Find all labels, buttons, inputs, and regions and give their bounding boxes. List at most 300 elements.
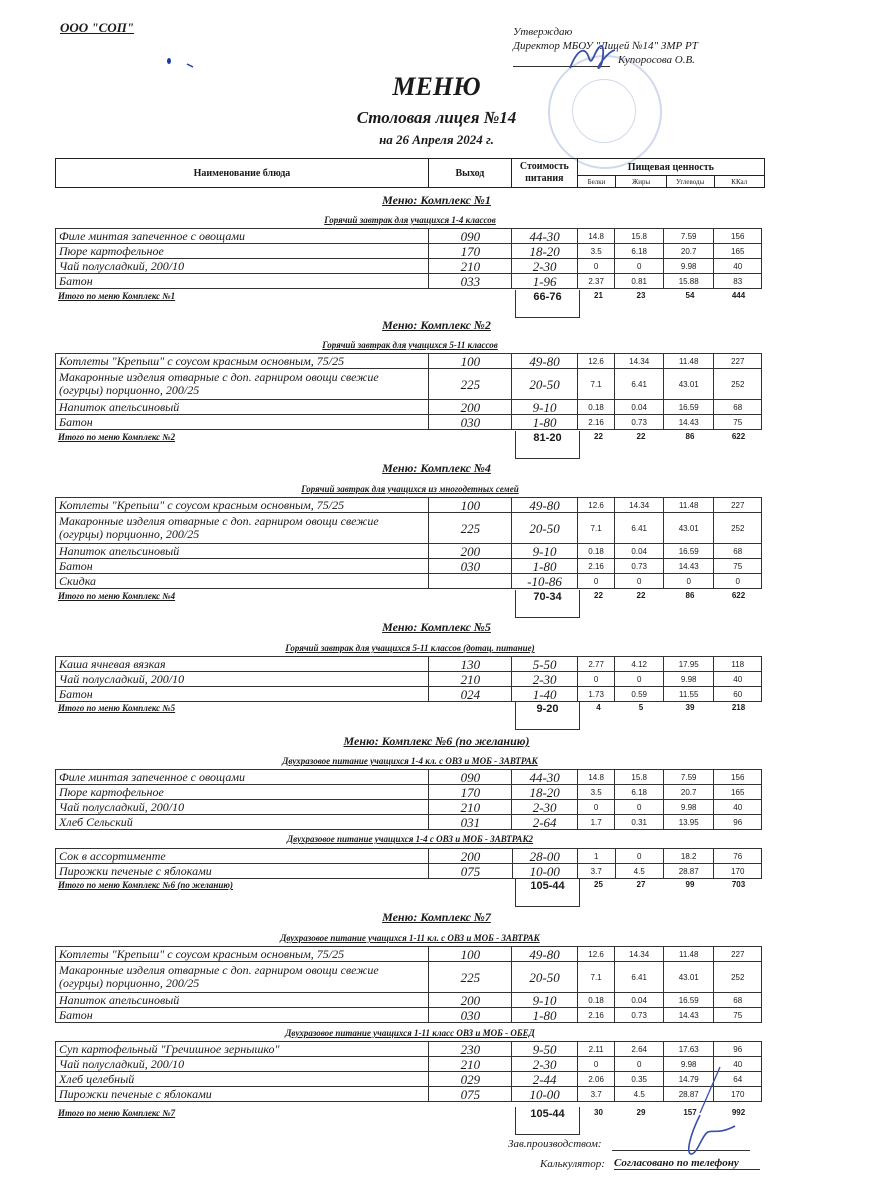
dish-fat: 0.73 <box>615 415 664 430</box>
dish-table <box>55 769 762 830</box>
dish-output: 024 <box>429 687 512 702</box>
dish-output: 031 <box>429 815 512 830</box>
dish-fat: 0.73 <box>615 559 664 574</box>
dish-name: Макаронные изделия отварные с доп. гарниром овощи свежие (огурцы) порционно, 200/25 <box>56 369 429 400</box>
dish-output: 090 <box>429 770 512 785</box>
dish-price: 20-50 <box>512 513 577 544</box>
dish-protein: 0 <box>577 672 615 687</box>
dish-carbs: 28.87 <box>663 1087 714 1102</box>
dish-name: Сок в ассортименте <box>56 849 429 864</box>
dish-kcal: 227 <box>714 947 762 962</box>
dish-name: Хлеб Сельский <box>56 815 429 830</box>
table-row <box>56 687 762 702</box>
dish-carbs: 0 <box>663 574 714 589</box>
dish-protein: 2.16 <box>577 559 615 574</box>
dish-price: 1-80 <box>512 1008 577 1023</box>
dish-protein: 0.18 <box>577 544 615 559</box>
dish-price: 1-80 <box>512 415 577 430</box>
dish-price: 49-80 <box>512 498 577 513</box>
total-label: Итого по меню Комплекс №2 <box>58 432 176 442</box>
dish-protein: 0 <box>577 574 615 589</box>
dish-price: 44-30 <box>512 770 577 785</box>
organization-name: ООО "СОП" <box>60 20 135 35</box>
dish-carbs: 43.01 <box>663 369 714 400</box>
col-name: Наименование блюда <box>56 159 429 188</box>
dish-kcal: 165 <box>714 244 762 259</box>
dish-kcal: 64 <box>714 1072 762 1087</box>
dish-output: 210 <box>429 1057 512 1072</box>
dish-price: 20-50 <box>512 962 577 993</box>
total-label: Итого по меню Комплекс №5 <box>58 703 176 713</box>
dish-carbs: 16.59 <box>663 400 714 415</box>
menu-date: на 26 Апреля 2024 г. <box>379 132 494 147</box>
dish-fat: 0 <box>615 1057 663 1072</box>
dish-protein: 0.18 <box>577 400 615 415</box>
dish-kcal: 96 <box>714 1042 762 1057</box>
dish-name: Батон <box>56 559 429 574</box>
dish-carbs: 9.98 <box>663 672 714 687</box>
dish-fat: 0.04 <box>615 993 664 1008</box>
pen-stroke-icon <box>695 1065 725 1115</box>
col-kcal: ККал <box>714 176 764 188</box>
dish-name: Пюре картофельное <box>56 244 429 259</box>
dish-output: 075 <box>429 1087 512 1102</box>
dish-output: 200 <box>429 849 512 864</box>
dish-kcal: 75 <box>714 559 762 574</box>
dish-carbs: 14.79 <box>663 1072 714 1087</box>
table-row <box>56 672 762 687</box>
dish-protein: 2.06 <box>577 1072 615 1087</box>
dish-output: 230 <box>429 1042 512 1057</box>
dish-table <box>55 848 762 879</box>
dish-protein: 7.1 <box>577 513 615 544</box>
table-row <box>56 785 762 800</box>
dish-fat: 2.64 <box>615 1042 663 1057</box>
table-row <box>56 244 762 259</box>
dish-kcal: 76 <box>714 849 762 864</box>
total-price: 9-20 <box>515 702 580 730</box>
dish-kcal: 75 <box>714 1008 762 1023</box>
dish-name: Пирожки печеные с яблоками <box>56 1087 429 1102</box>
dish-protein: 0 <box>577 1057 615 1072</box>
dish-output: 200 <box>429 993 512 1008</box>
dish-protein: 12.6 <box>577 354 615 369</box>
table-row <box>56 574 762 589</box>
dish-price: 9-10 <box>512 993 577 1008</box>
dish-output: 100 <box>429 354 512 369</box>
dish-name: Котлеты "Крепыш" с соусом красным основным, 75/25 <box>56 354 429 369</box>
dish-kcal: 170 <box>714 864 762 879</box>
dish-output: 030 <box>429 415 512 430</box>
dish-protein: 1.7 <box>577 815 615 830</box>
table-row <box>56 1072 762 1087</box>
total-price: 81-20 <box>515 431 580 459</box>
dish-protein: 12.6 <box>577 947 615 962</box>
total-fat: 5 <box>638 703 644 712</box>
dish-carbs: 43.01 <box>663 962 714 993</box>
column-header-table <box>55 158 765 188</box>
dish-name: Пирожки печеные с яблоками <box>56 864 429 879</box>
dish-protein: 2.11 <box>577 1042 615 1057</box>
dish-kcal: 60 <box>714 687 762 702</box>
dish-fat: 0.73 <box>615 1008 664 1023</box>
section-title: Меню: Комплекс №5 <box>382 620 491 634</box>
dish-fat: 6.18 <box>615 244 663 259</box>
dish-fat: 4.12 <box>615 657 664 672</box>
section-title: Меню: Комплекс №1 <box>382 193 491 207</box>
dish-fat: 0.81 <box>615 274 663 289</box>
dish-name: Батон <box>56 1008 429 1023</box>
dish-output: 210 <box>429 800 512 815</box>
dish-name: Филе минтая запеченное с овощами <box>56 229 429 244</box>
total-protein: 30 <box>594 1108 603 1117</box>
dish-kcal: 68 <box>714 400 762 415</box>
dish-fat: 14.34 <box>615 498 664 513</box>
calculator-value: Согласовано по телефону <box>614 1157 760 1170</box>
dish-kcal: 227 <box>714 354 762 369</box>
dish-fat: 15.8 <box>615 229 663 244</box>
table-row <box>56 400 762 415</box>
dish-output: 210 <box>429 259 512 274</box>
total-fat: 29 <box>636 1108 646 1117</box>
dish-protein: 7.1 <box>577 962 615 993</box>
dish-name: Котлеты "Крепыш" с соусом красным основным, 75/25 <box>56 498 429 513</box>
dish-kcal: 96 <box>714 815 762 830</box>
director-signature-icon <box>565 40 625 75</box>
total-fat: 27 <box>636 880 646 889</box>
group-subtitle: Горячий завтрак для учащихся 5-11 классов (дотац. питание) <box>285 643 535 653</box>
dish-output: 200 <box>429 400 512 415</box>
dish-carbs: 13.95 <box>663 815 714 830</box>
group-subtitle: Двухразовое питание учащихся 1-4 с ОВЗ и МОБ - ЗАВТРАК2 <box>286 834 534 844</box>
dish-name: Хлеб целебный <box>56 1072 429 1087</box>
dish-carbs: 20.7 <box>663 244 714 259</box>
dish-output: 100 <box>429 947 512 962</box>
table-row <box>56 229 762 244</box>
dish-fat: 0 <box>615 574 664 589</box>
dish-output: 225 <box>429 962 512 993</box>
total-carbs: 157 <box>683 1108 697 1117</box>
dish-carbs: 17.63 <box>663 1042 714 1057</box>
dish-fat: 14.34 <box>615 947 664 962</box>
table-row <box>56 1087 762 1102</box>
dish-price: 9-10 <box>512 400 577 415</box>
dish-name: Батон <box>56 687 429 702</box>
dish-output: 075 <box>429 864 512 879</box>
table-row <box>56 1042 762 1057</box>
dish-output: 029 <box>429 1072 512 1087</box>
dish-protein: 2.37 <box>577 274 615 289</box>
dish-price: 49-80 <box>512 947 577 962</box>
total-carbs: 54 <box>685 291 695 300</box>
dish-fat: 0 <box>615 800 663 815</box>
dish-kcal: 252 <box>714 369 762 400</box>
total-price: 105-44 <box>515 879 580 907</box>
dish-carbs: 20.7 <box>663 785 714 800</box>
dish-protein: 14.8 <box>577 770 615 785</box>
dish-output: 170 <box>429 785 512 800</box>
dish-carbs: 16.59 <box>663 544 714 559</box>
dish-protein: 3.7 <box>577 1087 615 1102</box>
dish-price: 5-50 <box>512 657 577 672</box>
dish-price: 2-30 <box>512 1057 577 1072</box>
dish-fat: 15.8 <box>615 770 663 785</box>
dish-carbs: 9.98 <box>663 1057 714 1072</box>
dish-name: Напиток апельсиновый <box>56 400 429 415</box>
dish-carbs: 9.98 <box>663 800 714 815</box>
dish-kcal: 75 <box>714 415 762 430</box>
dish-price: 18-20 <box>512 244 577 259</box>
col-price: Стоимость питания <box>511 159 577 188</box>
table-row <box>56 800 762 815</box>
dish-price: 9-10 <box>512 544 577 559</box>
col-output: Выход <box>428 159 511 188</box>
dish-output: 033 <box>429 274 512 289</box>
table-row <box>56 1057 762 1072</box>
dish-price: 2-30 <box>512 800 577 815</box>
section-title: Меню: Комплекс №2 <box>382 318 491 332</box>
dish-fat: 0.31 <box>615 815 663 830</box>
dish-protein: 3.5 <box>577 785 615 800</box>
dish-carbs: 43.01 <box>663 513 714 544</box>
group-subtitle: Горячий завтрак для учащихся из многодетных семей <box>301 484 519 494</box>
dish-kcal: 252 <box>714 513 762 544</box>
dish-carbs: 14.43 <box>663 559 714 574</box>
dish-kcal: 83 <box>714 274 762 289</box>
total-price: 70-34 <box>515 590 580 618</box>
group-subtitle: Горячий завтрак для учащихся 5-11 классов <box>322 340 498 350</box>
group-subtitle: Двухразовое питание учащихся 1-4 кл. с ОВЗ и МОБ - ЗАВТРАК <box>282 756 538 766</box>
dish-name: Суп картофельный "Гречишное зернышко" <box>56 1042 429 1057</box>
table-row <box>56 962 762 993</box>
table-row <box>56 498 762 513</box>
dish-name: Батон <box>56 415 429 430</box>
dish-table <box>55 353 762 430</box>
total-carbs: 39 <box>685 703 695 712</box>
calculator-label: Калькулятор: <box>540 1158 605 1170</box>
table-row <box>56 849 762 864</box>
dish-kcal: 40 <box>714 259 762 274</box>
dish-fat: 0.35 <box>615 1072 663 1087</box>
dish-fat: 4.5 <box>615 864 663 879</box>
dish-carbs: 11.48 <box>663 354 714 369</box>
group-subtitle: Двухразовое питание учащихся 1-11 кл. с ОВЗ и МОБ - ЗАВТРАК <box>280 933 540 943</box>
dish-price: 2-30 <box>512 672 577 687</box>
table-row <box>56 274 762 289</box>
table-row <box>56 259 762 274</box>
dish-protein: 0 <box>577 259 615 274</box>
total-label: Итого по меню Комплекс №6 (по желанию) <box>58 880 233 890</box>
dish-carbs: 11.48 <box>663 947 714 962</box>
dish-protein: 2.77 <box>577 657 615 672</box>
dish-protein: 1.73 <box>577 687 615 702</box>
ink-marks-icon <box>163 52 223 72</box>
table-row <box>56 993 762 1008</box>
dish-name: Пюре картофельное <box>56 785 429 800</box>
dish-fat: 0.04 <box>615 544 664 559</box>
total-protein: 22 <box>594 432 603 441</box>
section-title: Меню: Комплекс №6 (по желанию) <box>343 734 530 748</box>
production-manager-label: Зав.производством: <box>508 1138 602 1150</box>
dish-fat: 6.41 <box>615 962 664 993</box>
dish-output: 210 <box>429 672 512 687</box>
table-row <box>56 947 762 962</box>
dish-table <box>55 228 762 289</box>
total-kcal: 703 <box>731 880 746 889</box>
group-subtitle: Двухразовое питание учащихся 1-11 класс ОВЗ и МОБ - ОБЕД <box>285 1028 535 1038</box>
dish-protein: 0 <box>577 800 615 815</box>
document-title: МЕНЮ <box>392 72 481 101</box>
dish-price: 49-80 <box>512 354 577 369</box>
col-protein: Белки <box>577 176 616 188</box>
dish-fat: 4.5 <box>615 1087 663 1102</box>
dish-price: -10-86 <box>512 574 577 589</box>
table-row <box>56 559 762 574</box>
dish-fat: 0 <box>615 672 664 687</box>
dish-output: 200 <box>429 544 512 559</box>
dish-fat: 6.41 <box>615 369 664 400</box>
dish-fat: 0.59 <box>615 687 664 702</box>
canteen-name: Столовая лицея №14 <box>356 108 517 127</box>
dish-name: Чай полусладкий, 200/10 <box>56 1057 429 1072</box>
dish-carbs: 15.88 <box>663 274 714 289</box>
dish-carbs: 11.55 <box>663 687 714 702</box>
total-kcal: 444 <box>731 291 746 300</box>
dish-kcal: 118 <box>714 657 762 672</box>
total-carbs: 86 <box>685 591 695 600</box>
table-row <box>56 657 762 672</box>
table-row <box>56 415 762 430</box>
total-label: Итого по меню Комплекс №4 <box>58 591 176 601</box>
dish-price: 9-50 <box>512 1042 577 1057</box>
total-protein: 4 <box>596 703 601 712</box>
total-kcal: 218 <box>731 703 746 712</box>
dish-kcal: 0 <box>714 574 762 589</box>
total-protein: 21 <box>594 291 603 300</box>
dish-carbs: 18.2 <box>663 849 714 864</box>
total-price: 105-44 <box>515 1107 580 1135</box>
dish-carbs: 14.43 <box>663 415 714 430</box>
dish-fat: 6.18 <box>615 785 663 800</box>
col-carbs: Углеводы <box>666 176 714 188</box>
dish-price: 44-30 <box>512 229 577 244</box>
approval-signatory: Купоросова О.В. <box>618 54 695 66</box>
dish-fat: 6.41 <box>615 513 664 544</box>
dish-kcal: 156 <box>714 770 762 785</box>
dish-fat: 0.04 <box>615 400 664 415</box>
dish-carbs: 11.48 <box>663 498 714 513</box>
total-label: Итого по меню Комплекс №7 <box>58 1108 176 1118</box>
dish-price: 10-00 <box>512 1087 577 1102</box>
dish-name: Напиток апельсиновый <box>56 993 429 1008</box>
total-carbs: 99 <box>685 880 695 889</box>
dish-fat: 0 <box>615 259 663 274</box>
dish-protein: 2.16 <box>577 415 615 430</box>
dish-protein: 3.5 <box>577 244 615 259</box>
approval-line-2: Директор МБОУ "Лицей №14" ЗМР РТ <box>513 40 698 52</box>
dish-kcal: 227 <box>714 498 762 513</box>
dish-fat: 0 <box>615 849 663 864</box>
dish-table <box>55 656 762 702</box>
dish-name: Чай полусладкий, 200/10 <box>56 259 429 274</box>
dish-name: Напиток апельсиновый <box>56 544 429 559</box>
table-row <box>56 770 762 785</box>
dish-name: Филе минтая запеченное с овощами <box>56 770 429 785</box>
dish-kcal: 40 <box>714 672 762 687</box>
dish-kcal: 156 <box>714 229 762 244</box>
dish-protein: 2.16 <box>577 1008 615 1023</box>
total-fat: 22 <box>636 432 646 441</box>
dish-kcal: 40 <box>714 1057 762 1072</box>
dish-protein: 7.1 <box>577 369 615 400</box>
dish-protein: 14.8 <box>577 229 615 244</box>
dish-price: 2-44 <box>512 1072 577 1087</box>
production-signature-icon <box>680 1110 750 1160</box>
total-protein: 22 <box>594 591 603 600</box>
dish-price: 1-40 <box>512 687 577 702</box>
dish-protein: 0.18 <box>577 993 615 1008</box>
dish-carbs: 7.59 <box>663 770 714 785</box>
dish-name: Чай полусладкий, 200/10 <box>56 672 429 687</box>
dish-kcal: 68 <box>714 544 762 559</box>
dish-name: Котлеты "Крепыш" с соусом красным основным, 75/25 <box>56 947 429 962</box>
total-kcal: 622 <box>731 432 746 441</box>
approval-line-1: Утверждаю <box>513 26 573 38</box>
dish-name: Макаронные изделия отварные с доп. гарниром овощи свежие (огурцы) порционно, 200/25 <box>56 962 429 993</box>
dish-carbs: 28.87 <box>663 864 714 879</box>
dish-name: Каша ячневая вязкая <box>56 657 429 672</box>
total-carbs: 86 <box>685 432 695 441</box>
table-row <box>56 1008 762 1023</box>
dish-carbs: 9.98 <box>663 259 714 274</box>
total-fat: 22 <box>636 591 646 600</box>
dish-table <box>55 1041 762 1102</box>
dish-kcal: 68 <box>714 993 762 1008</box>
total-price: 66-76 <box>515 290 580 318</box>
dish-table <box>55 497 762 589</box>
dish-output: 225 <box>429 369 512 400</box>
dish-price: 10-00 <box>512 864 577 879</box>
table-row <box>56 513 762 544</box>
dish-fat: 14.34 <box>615 354 664 369</box>
total-fat: 23 <box>636 291 646 300</box>
dish-protein: 3.7 <box>577 864 615 879</box>
dish-price: 2-30 <box>512 259 577 274</box>
table-row <box>56 815 762 830</box>
dish-price: 1-96 <box>512 274 577 289</box>
dish-name: Чай полусладкий, 200/10 <box>56 800 429 815</box>
dish-carbs: 7.59 <box>663 229 714 244</box>
table-row <box>56 369 762 400</box>
dish-protein: 1 <box>577 849 615 864</box>
table-row <box>56 544 762 559</box>
section-title: Меню: Комплекс №7 <box>382 910 491 924</box>
dish-kcal: 40 <box>714 800 762 815</box>
dish-table <box>55 946 762 1023</box>
dish-price: 2-64 <box>512 815 577 830</box>
table-row <box>56 354 762 369</box>
dish-output: 130 <box>429 657 512 672</box>
dish-name: Батон <box>56 274 429 289</box>
section-title: Меню: Комплекс №4 <box>382 461 491 475</box>
dish-output <box>429 574 512 589</box>
dish-carbs: 16.59 <box>663 993 714 1008</box>
total-kcal: 992 <box>731 1108 746 1117</box>
dish-name: Скидка <box>56 574 429 589</box>
group-subtitle: Горячий завтрак для учащихся 1-4 классов <box>324 215 496 225</box>
dish-kcal: 165 <box>714 785 762 800</box>
dish-output: 225 <box>429 513 512 544</box>
